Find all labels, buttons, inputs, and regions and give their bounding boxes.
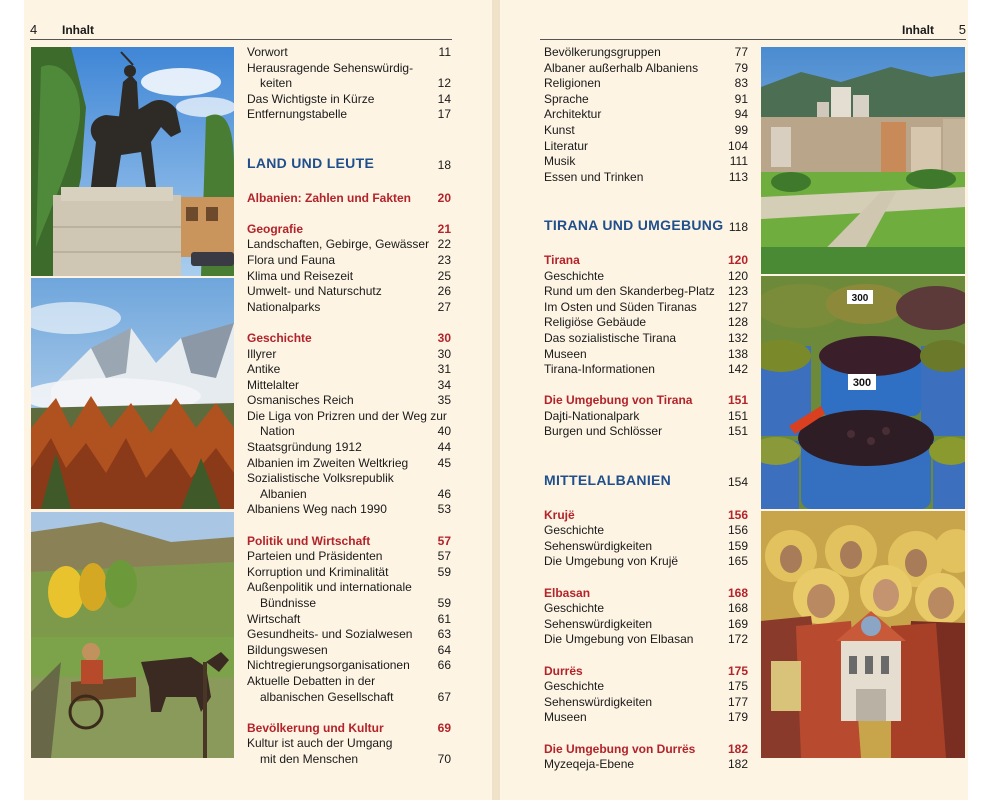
toc-entry[interactable] [247, 565, 451, 581]
toc-entry-label: Osmanisches Reich [247, 393, 354, 408]
toc-entry[interactable] [247, 612, 451, 628]
toc-entry-label: Elbasan [544, 585, 591, 600]
toc-page-number: 120 [727, 252, 748, 267]
toc-subheading[interactable] [544, 742, 748, 758]
toc-page-number: 165 [727, 554, 748, 569]
toc-page-number: 154 [727, 475, 748, 490]
toc-entry-label: Bevölkerung und Kultur [247, 720, 384, 735]
toc-entry[interactable] [544, 347, 748, 363]
toc-entry-label: Geschichte [544, 679, 605, 694]
toc-entry-label: Geschichte [247, 330, 312, 345]
toc-page-number: 30 [437, 330, 451, 345]
toc-entry[interactable] [544, 107, 748, 123]
right-running-title: Inhalt [902, 23, 934, 37]
toc-entry-continuation[interactable] [247, 690, 451, 706]
toc-page-number: 79 [734, 60, 748, 75]
toc-entry-label: Klima und Reisezeit [247, 268, 354, 283]
toc-spacer [544, 726, 748, 742]
toc-page-number: 179 [727, 710, 748, 725]
toc-entry[interactable] [544, 554, 748, 570]
left-page-number: 4 [30, 22, 38, 37]
toc-page-number: 11 [438, 45, 451, 59]
toc-entry-label: Musik [544, 154, 576, 169]
toc-entry-label: Geografie [247, 221, 304, 236]
olive-price-tag-2: 300 [852, 377, 872, 389]
toc-entry[interactable] [247, 580, 451, 596]
toc-entry[interactable] [247, 347, 451, 363]
toc-entry-label: Nichtregierungsorganisationen [247, 658, 410, 673]
book-gutter [492, 0, 500, 800]
toc-spacer [544, 570, 748, 586]
toc-entry-label: Umwelt- und Naturschutz [247, 284, 382, 299]
toc-page-number: 45 [437, 455, 451, 470]
toc-entry-continuation[interactable] [247, 487, 451, 503]
toc-entry-label: Das Wichtigste in Kürze [247, 91, 375, 106]
toc-page-number: 168 [727, 585, 748, 600]
toc-page-number: 91 [734, 91, 748, 106]
toc-entry-label: Die Liga von Prizren und der Weg zur [247, 408, 447, 423]
toc-page-number: 113 [728, 169, 748, 184]
toc-entry-label: Durrës [544, 663, 583, 678]
toc-spacer [544, 185, 748, 217]
olive-price-tag-1: 300 [851, 293, 869, 304]
toc-entry-label: Bündnisse [260, 596, 317, 610]
toc-entry-label: Museen [544, 710, 587, 725]
toc-subheading[interactable] [544, 253, 748, 269]
toc-page-number: 35 [437, 393, 451, 408]
toc-entry[interactable] [544, 170, 748, 186]
toc-page-number: 14 [437, 91, 451, 106]
toc-page-number: 94 [734, 107, 748, 122]
toc-entry-label: Wirtschaft [247, 611, 301, 626]
toc-page-number: 18 [437, 157, 451, 172]
toc-entry-label: keiten [260, 76, 293, 91]
toc-entry[interactable] [544, 315, 748, 331]
toc-page-number: 59 [437, 596, 451, 610]
toc-entry-label: Antike [247, 362, 281, 377]
toc-page-number: 53 [437, 502, 451, 517]
toc-entry[interactable] [247, 393, 451, 409]
toc-entry[interactable] [247, 502, 451, 518]
toc-page-number: 17 [437, 107, 451, 122]
toc-page-number: 128 [727, 315, 748, 330]
toc-entry[interactable] [544, 523, 748, 539]
toc-entry[interactable] [247, 736, 451, 752]
toc-entry-label: Sehenswürdigkeiten [544, 616, 653, 631]
toc-entry-label: Die Umgebung von Elbasan [544, 632, 694, 647]
toc-entry[interactable] [544, 284, 748, 300]
toc-entry[interactable] [544, 269, 748, 285]
toc-page-number: 104 [727, 138, 748, 153]
toc-page-number: 168 [727, 601, 748, 616]
toc-spacer [544, 492, 748, 508]
toc-entry-label: Essen und Trinken [544, 169, 644, 184]
toc-page-number: 132 [727, 330, 748, 345]
toc-entry-label: Religionen [544, 76, 601, 91]
toc-entry-label: Bevölkerungsgruppen [544, 45, 661, 59]
toc-entry-label: Albanien: Zahlen und Fakten [247, 190, 412, 205]
toc-entry-label: Parteien und Präsidenten [247, 549, 383, 564]
toc-page-number: 44 [437, 440, 451, 455]
toc-left-column [247, 45, 451, 768]
toc-entry-label: Burgen und Schlösser [544, 424, 663, 439]
toc-page-number: 34 [437, 377, 451, 392]
toc-entry[interactable] [544, 757, 748, 773]
toc-entry-label: Nation [260, 424, 295, 439]
toc-entry-label: Im Osten und Süden Tiranas [544, 299, 697, 314]
toc-entry[interactable] [544, 76, 748, 92]
toc-spacer [247, 315, 451, 331]
toc-page-number: 151 [727, 424, 748, 439]
toc-section-heading[interactable] [247, 155, 451, 175]
toc-section-heading[interactable] [544, 217, 748, 237]
photo-mountains-autumn [31, 278, 234, 509]
toc-entry-label: Literatur [544, 138, 589, 153]
toc-spacer [544, 440, 748, 472]
toc-page-number: 177 [727, 694, 748, 709]
toc-page-number: 127 [727, 299, 748, 314]
toc-entry-label: Illyrer [247, 346, 277, 361]
toc-entry[interactable] [544, 424, 748, 440]
toc-entry[interactable] [247, 284, 451, 300]
toc-entry-label: Albaniens Weg nach 1990 [247, 502, 387, 517]
toc-subheading[interactable] [544, 664, 748, 680]
right-running-head [540, 22, 966, 40]
toc-page-number: 59 [437, 564, 451, 579]
right-page-number: 5 [958, 22, 966, 37]
toc-entry[interactable] [247, 253, 451, 269]
toc-page-number: 77 [734, 45, 748, 59]
toc-entry-label: TIRANA UND UMGEBUNG [544, 217, 724, 234]
toc-entry-label: Die Umgebung von Durrës [544, 741, 696, 756]
toc-page-number: 175 [727, 663, 748, 678]
toc-entry[interactable] [247, 92, 451, 108]
toc-entry[interactable] [544, 154, 748, 170]
toc-page-number: 138 [727, 346, 748, 361]
toc-entry-label: LAND UND LEUTE [247, 154, 375, 171]
photo-tirana-cityscape [761, 47, 965, 274]
toc-entry-label: Museen [544, 346, 587, 361]
toc-page-number: 30 [437, 346, 451, 361]
toc-page-number: 23 [437, 252, 451, 267]
toc-entry[interactable] [247, 549, 451, 565]
toc-entry-label: Myzeqeja-Ebene [544, 757, 635, 772]
toc-page-number: 175 [727, 679, 748, 694]
toc-entry[interactable] [247, 643, 451, 659]
toc-entry-label: Albaner außerhalb Albaniens [544, 60, 699, 75]
toc-page-number: 26 [437, 284, 451, 299]
toc-entry-label: Tirana-Informationen [544, 362, 655, 377]
toc-page-number: 57 [437, 549, 451, 564]
toc-page-number: 63 [437, 627, 451, 642]
toc-entry-label: Landschaften, Gebirge, Gewässer [247, 237, 430, 252]
toc-page-number: 156 [727, 523, 748, 538]
toc-entry[interactable] [544, 139, 748, 155]
toc-spacer [544, 378, 748, 394]
toc-entry[interactable] [544, 362, 748, 378]
toc-entry-label: Flora und Fauna [247, 252, 336, 267]
toc-entry-label: Geschichte [544, 601, 605, 616]
toc-entry[interactable] [544, 710, 748, 726]
toc-page-number: 83 [734, 76, 748, 91]
toc-page-number: 123 [727, 284, 748, 299]
toc-page-number: 64 [437, 642, 451, 657]
toc-page-number: 182 [727, 757, 748, 772]
toc-entry-label: Albanien im Zweiten Weltkrieg [247, 455, 409, 470]
toc-entry[interactable] [247, 471, 451, 487]
toc-page-number: 46 [437, 486, 451, 501]
toc-entry[interactable] [247, 658, 451, 674]
toc-entry[interactable] [544, 45, 748, 61]
toc-subheading[interactable] [544, 393, 748, 409]
toc-entry-label: Religiöse Gebäude [544, 315, 647, 330]
toc-entry[interactable] [544, 61, 748, 77]
toc-entry[interactable] [247, 674, 451, 690]
toc-page-number: 21 [437, 221, 451, 236]
toc-entry-label: Staatsgründung 1912 [247, 440, 362, 455]
toc-entry-label: albanischen Gesellschaft [260, 689, 394, 704]
toc-entry[interactable] [247, 378, 451, 394]
left-running-head [30, 22, 450, 40]
toc-entry[interactable] [544, 123, 748, 139]
toc-entry[interactable] [544, 92, 748, 108]
toc-entry[interactable] [544, 300, 748, 316]
photo-orthodox-icon-painting [761, 511, 965, 758]
toc-page-number: 67 [437, 689, 451, 704]
toc-entry[interactable] [544, 331, 748, 347]
toc-entry-label: Tirana [544, 252, 580, 267]
toc-entry-label: Korruption und Kriminalität [247, 564, 389, 579]
toc-entry-label: Krujë [544, 507, 575, 522]
toc-page-number: 40 [437, 424, 451, 439]
toc-page-number: 169 [727, 616, 748, 631]
toc-entry[interactable] [247, 300, 451, 316]
toc-entry-label: Politik und Wirtschaft [247, 533, 371, 548]
toc-entry[interactable] [247, 362, 451, 378]
toc-entry-label: Sprache [544, 91, 589, 106]
toc-page-number: 57 [437, 533, 451, 548]
toc-entry-label: Architektur [544, 107, 602, 122]
toc-entry[interactable] [544, 632, 748, 648]
toc-entry-label: Geschichte [544, 523, 605, 538]
toc-entry-label: Kunst [544, 122, 575, 137]
toc-section-heading[interactable] [544, 472, 748, 492]
toc-entry-continuation[interactable] [247, 752, 451, 768]
toc-entry-label: Rund um den Skanderbeg-Platz [544, 284, 715, 299]
toc-entry-label: Albanien [260, 486, 307, 501]
toc-entry-label: Die Umgebung von Krujë [544, 554, 679, 569]
toc-entry-label: Gesundheits- und Sozialwesen [247, 627, 413, 642]
toc-entry-label: Sehenswürdigkeiten [544, 694, 653, 709]
toc-entry[interactable] [544, 679, 748, 695]
toc-entry[interactable] [544, 617, 748, 633]
toc-spacer [247, 518, 451, 534]
toc-entry-label: Herausragende Sehenswürdig- [247, 60, 414, 75]
toc-entry-label: Die Umgebung von Tirana [544, 393, 693, 408]
toc-subheading[interactable] [247, 721, 451, 737]
toc-page-number: 69 [437, 720, 451, 735]
toc-entry[interactable] [247, 107, 451, 123]
toc-entry[interactable] [247, 45, 451, 61]
toc-page-number: 66 [437, 658, 451, 673]
toc-page-number: 118 [728, 220, 748, 235]
toc-entry[interactable] [247, 440, 451, 456]
toc-entry[interactable] [247, 269, 451, 285]
toc-spacer [247, 175, 451, 191]
toc-subheading[interactable] [247, 534, 451, 550]
toc-page-number: 31 [437, 362, 451, 377]
left-running-title: Inhalt [62, 23, 94, 37]
toc-subheading[interactable] [544, 508, 748, 524]
toc-entry[interactable] [544, 409, 748, 425]
toc-entry-label: Kultur ist auch der Umgang [247, 736, 393, 751]
toc-entry-label: Bildungswesen [247, 642, 328, 657]
toc-page-number: 151 [727, 408, 748, 423]
toc-entry-label: Entfernungstabelle [247, 107, 348, 122]
toc-page-number: 156 [727, 507, 748, 522]
toc-page-number: 22 [437, 237, 451, 252]
toc-entry[interactable] [544, 695, 748, 711]
toc-entry[interactable] [247, 627, 451, 643]
toc-subheading[interactable] [247, 222, 451, 238]
toc-entry[interactable] [247, 61, 451, 77]
toc-entry-label: Außenpolitik und internationale [247, 580, 412, 595]
toc-page-number: 151 [727, 393, 748, 408]
toc-entry-continuation[interactable] [247, 76, 451, 92]
toc-spacer [247, 123, 451, 155]
toc-subheading[interactable] [247, 331, 451, 347]
toc-entry-continuation[interactable] [247, 596, 451, 612]
photo-rural-horse-cart [31, 512, 234, 758]
toc-page-number: 20 [437, 190, 451, 205]
toc-page-number: 111 [729, 154, 748, 169]
toc-entry-label: Aktuelle Debatten in der [247, 673, 376, 688]
toc-spacer [247, 705, 451, 721]
toc-entry-label: Sozialistische Volksrepublik [247, 471, 394, 486]
toc-spacer [544, 237, 748, 253]
toc-entry-label: Mittelalter [247, 377, 300, 392]
toc-page-number: 159 [727, 538, 748, 553]
toc-subheading[interactable] [247, 191, 451, 207]
toc-subheading[interactable] [544, 586, 748, 602]
toc-page-number: 120 [727, 268, 748, 283]
toc-page-number: 27 [437, 299, 451, 314]
toc-page-number: 142 [727, 362, 748, 377]
right-header-rule [540, 39, 966, 40]
toc-entry-label: MITTELALBANIEN [544, 472, 672, 489]
toc-entry-label: Nationalparks [247, 299, 321, 314]
toc-page-number: 70 [437, 751, 451, 766]
toc-page-number: 25 [437, 268, 451, 283]
toc-entry-label: mit den Menschen [260, 751, 359, 766]
toc-entry-continuation[interactable] [247, 424, 451, 440]
toc-entry-label: Sehenswürdigkeiten [544, 538, 653, 553]
toc-entry-label: Vorwort [247, 45, 288, 59]
toc-spacer [544, 648, 748, 664]
toc-entry[interactable] [247, 237, 451, 253]
photo-skanderbeg-statue [31, 47, 234, 276]
toc-page-number: 172 [727, 632, 748, 647]
toc-page-number: 99 [734, 122, 748, 137]
toc-spacer [247, 206, 451, 222]
toc-entry-label: Geschichte [544, 268, 605, 283]
toc-right-column [544, 45, 748, 773]
toc-entry[interactable] [544, 601, 748, 617]
toc-entry[interactable] [544, 539, 748, 555]
toc-entry-label: Dajti-Nationalpark [544, 408, 640, 423]
photo-olives-market [761, 276, 965, 509]
toc-entry[interactable] [247, 409, 451, 425]
toc-entry[interactable] [247, 456, 451, 472]
toc-page-number: 182 [727, 741, 748, 756]
toc-page-number: 12 [437, 76, 451, 91]
toc-page-number: 61 [437, 611, 451, 626]
toc-entry-label: Das sozialistische Tirana [544, 330, 677, 345]
left-header-rule [30, 39, 452, 40]
